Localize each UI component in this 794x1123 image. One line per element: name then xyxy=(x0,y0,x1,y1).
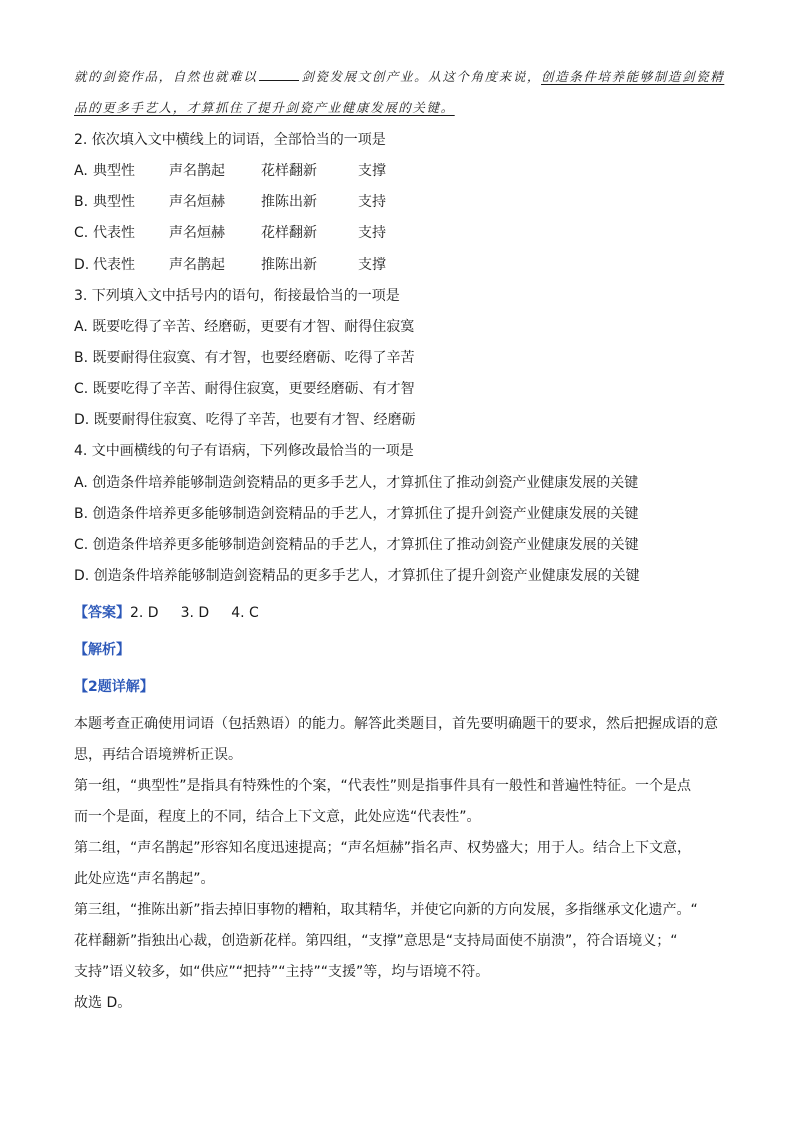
option-label: A. xyxy=(74,319,88,335)
option-word: 声名烜赫 xyxy=(169,194,225,210)
option-word: 典型性 xyxy=(93,194,135,210)
answer-value: 3. D xyxy=(180,605,210,621)
underlined-sentence: 创造条件培养能够制造剑瓷精 xyxy=(541,69,725,84)
option-text: 创造条件培养能够制造剑瓷精品的更多手艺人，才算抓住了提升剑瓷产业健康发展的关键 xyxy=(93,568,640,584)
analysis-conclusion: 故选 D。 xyxy=(74,995,132,1011)
option-label: B. xyxy=(74,350,89,366)
option-label: A. xyxy=(74,163,88,179)
option-label: C. xyxy=(74,537,89,553)
option-word: 声名烜赫 xyxy=(169,225,225,241)
answer-line xyxy=(74,603,281,623)
option-word: 支撑 xyxy=(358,257,386,273)
option-word: 花样翻新 xyxy=(261,163,317,179)
option-word: 推陈出新 xyxy=(261,257,317,273)
q2-stem: 2. 依次填入文中横线上的词语，全部恰当的一项是 xyxy=(74,132,386,148)
q3-option xyxy=(74,317,414,337)
detail-tag: 【2题详解】 xyxy=(74,679,154,695)
q3-stem: 3. 下列填入文中括号内的语句，衔接最恰当的一项是 xyxy=(74,288,400,304)
analysis-text: 第一组，“典型性”是指具有特殊性的个案，“代表性”则是指事件具有一般性和普遍性特征。一个是点 xyxy=(74,778,692,794)
analysis-text: 此处应选“声名鹊起”。 xyxy=(74,871,215,887)
analysis-text: 花样翻新”指独出心裁，创造新花样。第四组，“支撑”意思是“支持局面使不崩溃”，符合语境义；“ xyxy=(74,933,678,949)
option-word: 声名鹊起 xyxy=(169,257,225,273)
option-text: 创造条件培养更多能够制造剑瓷精品的手艺人，才算抓住了推动剑瓷产业健康发展的关键 xyxy=(92,537,639,553)
analysis-text: 而一个是面，程度上的不同，结合上下文意，此处应选“代表性”。 xyxy=(74,809,481,825)
option-word: 代表性 xyxy=(93,257,135,273)
option-label: D. xyxy=(74,568,90,584)
analysis-text: 第二组，“声名鹊起”形容知名度迅速提高；“声名烜赫”指名声、权势盛大；用于人。结合上下文意， xyxy=(74,840,692,856)
passage-text: 剑瓷发展文创产业。从这个角度来说， xyxy=(301,69,542,84)
option-text: 既要吃得了辛苦、经磨砺，更要有才智、耐得住寂寞 xyxy=(92,319,415,335)
option-word: 声名鹊起 xyxy=(169,163,225,179)
fill-blank xyxy=(259,68,299,81)
q4-option xyxy=(74,473,638,493)
analysis-text: 本题考查正确使用词语（包括熟语）的能力。解答此类题目，首先要明确题干的要求，然后把握成语的意 xyxy=(74,716,718,732)
option-text: 既要耐得住寂寞、吃得了辛苦，也要有才智、经磨砺 xyxy=(93,412,416,428)
q4-option xyxy=(74,504,639,524)
analysis-text: 思，再结合语境辨析正误。 xyxy=(74,747,242,763)
q3-option xyxy=(74,410,416,430)
q3-option xyxy=(74,379,415,399)
passage-line-2: 品的更多手艺人，才算抓住了提升剑瓷产业健康发展的关键。 xyxy=(74,100,455,115)
analysis-tag: 【解析】 xyxy=(74,642,130,658)
option-word: 花样翻新 xyxy=(261,225,317,241)
option-text: 创造条件培养更多能够制造剑瓷精品的手艺人，才算抓住了提升剑瓷产业健康发展的关键 xyxy=(92,506,639,522)
option-label: A. xyxy=(74,475,88,491)
option-word: 代表性 xyxy=(93,225,135,241)
option-word: 典型性 xyxy=(93,163,135,179)
option-text: 既要吃得了辛苦、耐得住寂寞，更要经磨砺、有才智 xyxy=(92,381,415,397)
answer-tag: 【答案】 xyxy=(74,605,130,621)
option-word: 支撑 xyxy=(358,163,386,179)
option-word: 支持 xyxy=(358,194,386,210)
q4-option xyxy=(74,566,640,586)
answer-value: 4. C xyxy=(231,605,259,621)
analysis-text: 支持”语义较多，如“供应”“把持”“主持”“支援”等，均与语境不符。 xyxy=(74,964,490,980)
option-label: B. xyxy=(74,506,89,522)
answer-value: 2. D xyxy=(130,605,159,621)
option-word: 推陈出新 xyxy=(261,194,317,210)
option-word: 支持 xyxy=(358,225,386,241)
option-label: C. xyxy=(74,381,89,397)
passage-text: 就的剑瓷作品，自然也就难以 xyxy=(74,69,258,84)
q4-option xyxy=(74,535,639,555)
passage-line-1 xyxy=(74,67,724,87)
q4-stem: 4. 文中画横线的句子有语病，下列修改最恰当的一项是 xyxy=(74,443,414,459)
option-label: B. xyxy=(74,194,89,210)
option-label: D. xyxy=(74,257,90,273)
option-label: D. xyxy=(74,412,90,428)
q3-option xyxy=(74,348,415,368)
analysis-text: 第三组，“推陈出新”指去掉旧事物的糟粕，取其精华，并使它向新的方向发展，多指继承文化遗产。“ xyxy=(74,902,698,918)
option-label: C. xyxy=(74,225,89,241)
option-text: 既要耐得住寂寞、有才智，也要经磨砺、吃得了辛苦 xyxy=(92,350,415,366)
option-text: 创造条件培养能够制造剑瓷精品的更多手艺人，才算抓住了推动剑瓷产业健康发展的关键 xyxy=(92,475,639,491)
